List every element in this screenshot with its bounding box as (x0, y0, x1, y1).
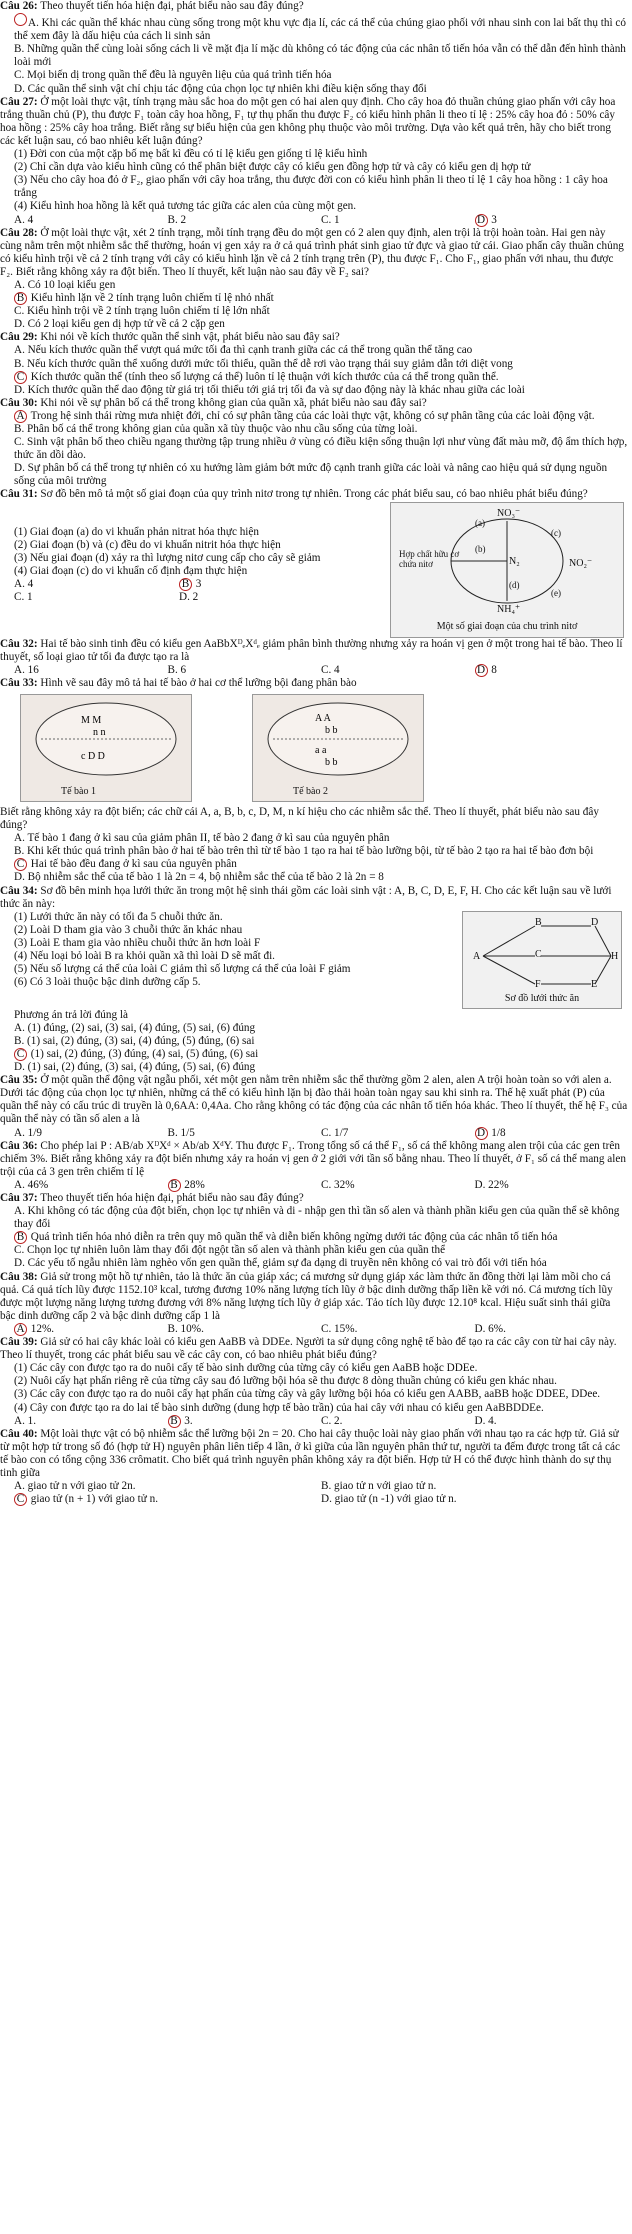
options-row (0, 1415, 628, 1428)
option-a[interactable]: A. 4 (14, 213, 34, 226)
node-f: F (535, 978, 541, 990)
option-b[interactable]: B. giao tử n với giao tử n. (321, 1480, 437, 1493)
nh4-label: NH₄⁺ (497, 603, 521, 615)
option-d[interactable]: D. Kích thước quần thể dao động từ giá trị tối thiểu tới giá trị tối đa và sự dao động này là khác nhau giữa các loài (14, 383, 525, 396)
question-stem: Ở một loài thực vật, xét 2 tính trạng, mỗi tính trạng đều do một gen có 2 alen quy định, alen trội là trội hoàn toàn. Hai gen này cùng nằm trên một nhiễm sắc thể thường, hoán vị gen xảy ra ở cả quá trình phát sinh giao tử đực và giao tử cái. Giao phấn cây thuần chủng có kiểu hình trội về cả 2 tính trạng với cây có kiểu hình lặn về cả 2 tính trạng trên (P), thu được F₁. Cho F₁, giao phấn với nhau, thu được F₂. Biết rằng không xảy ra đột biến. Theo lí thuyết, kết luận nào sau đây về F₂ sai? (0, 226, 624, 278)
question-number: Câu 36: (0, 1139, 38, 1152)
n2-label: N₂ (509, 555, 520, 567)
question-number: Câu 30: (0, 396, 38, 409)
options-row (0, 1480, 628, 1493)
question-number: Câu 40: (0, 1427, 38, 1440)
option-b-selected[interactable]: B Quá trình tiến hóa nhỏ diễn ra trên quy mô quần thể và diễn biến không ngừng dưới tác động của các nhân tố tiến hóa (0, 1231, 628, 1244)
answer-circle-icon: B (14, 292, 27, 305)
question-stem: Một loài thực vật có bộ nhiễm sắc thể lưỡng bội 2n = 20. Cho hai cây thuộc loài này giao phấn với nhau tạo ra các hợp tử. Giả sử từ một hợp tử trong số đó (hợp tử H) nguyên phân liên tiếp 4 lần, ở kì giữa của lần nguyên phân thứ tư, người ta đếm được trong tất cả các tế bào con có tổng cộng 336 crômatit. Cho biết quá trình nguyên phân không xảy ra đột biến. Hợp tử H có thể được hình thành do sự thụ tinh giữa (0, 1427, 620, 1479)
option-a[interactable]: A. Khi không có tác động của đột biến, chọn lọc tự nhiên và di - nhập gen thì tần số alen và thành phần kiểu gen của quần thể sẽ không thay đổi (14, 1205, 620, 1231)
question-stem: Giả sử có hai cây khác loài có kiểu gen AaBB và DDEe. Người ta sử dụng công nghệ tế bào để tạo ra các cây con từ hai cây này. Theo lí thuyết, trong các phát biểu sau về các cây con, có bao nhiêu phát biểu đúng? (0, 1336, 617, 1362)
cell-2-figure (252, 694, 424, 802)
cell-1-figure (20, 694, 192, 802)
statement-1: (1) Giai đoạn (a) do vi khuẩn phản nitrat hóa thực hiện (14, 525, 259, 538)
option-a[interactable]: A. 16 (14, 663, 39, 676)
question-34 (0, 885, 628, 911)
statement-3: (3) Nếu cho cây hoa đỏ ở F₂, giao phấn với cây hoa trắng, thu được đời con có kiểu hình phân li theo tỉ lệ 1 cây hoa hồng : 1 cây hoa trắng (14, 174, 608, 200)
question-stem: Sơ đồ bên minh họa lưới thức ăn trong một hệ sinh thái gồm các loài sinh vật : A, B, C, D, E, F, H. Cho các kết luận sau về lưới thức ăn này: (0, 884, 612, 910)
question-37 (0, 1192, 628, 1205)
node-a: A (473, 950, 481, 962)
option-d[interactable]: D. 6%. (474, 1322, 506, 1335)
question-number: Câu 29: (0, 331, 38, 344)
statement-2: (2) Loài D tham gia vào 3 chuỗi thức ăn khác nhau (14, 923, 243, 936)
options-row (0, 578, 384, 591)
statement-3: (3) Các cây con được tạo ra do nuôi cấy hạt phấn của từng cây và gây lưỡng bội hóa có kiểu gen AABB, aaBB hoặc DDEE, DDee. (14, 1388, 601, 1401)
question-stem: Ở một quần thể động vật ngẫu phối, xét một gen nằm trên nhiễm sắc thể thường gồm 2 alen, alen A trội hoàn toàn so với alen a. Dưới tác động của chọn lọc tự nhiên, những cá thể có kiểu hình lặn bị đào thải hoàn toàn ngay sau khi sinh ra. Thế hệ xuất phát (P) của quần thể này có cấu trúc di truyền là 0,6AA: 0,4Aa. Cho rằng không có tác động của các nhân tố tiến hóa khác. Theo lí thuyết, thế hệ F₃ của quần thể này có tần số alen a là (0, 1074, 628, 1126)
stage-d-label: (d) (509, 579, 520, 590)
statement-1: (1) Các cây con được tạo ra do nuôi cấy tế bào sinh dưỡng của từng cây có kiểu gen AaBB hoặc DDEe. (14, 1362, 478, 1375)
question-number: Câu 35: (0, 1074, 38, 1087)
answer-circle-icon: D (475, 1127, 488, 1140)
option-a[interactable]: A. 1. (14, 1414, 37, 1427)
option-b[interactable]: B. 10%. (167, 1322, 204, 1335)
answer-circle-icon: B (168, 1415, 181, 1428)
option-d[interactable]: D. Có 2 loại kiểu gen dị hợp tử về cả 2 cặp gen (14, 318, 225, 331)
option-b[interactable]: B. 6 (167, 663, 187, 676)
answer-circle-icon: C (14, 1493, 27, 1506)
question-32 (0, 638, 628, 664)
figure-caption: Một số giai đoạn của chu trình nitơ (436, 621, 578, 633)
option-c[interactable]: C. 1 (14, 591, 33, 604)
question-number: Câu 27: (0, 95, 38, 108)
option-b-selected[interactable]: B 3 (179, 578, 344, 591)
question-number: Câu 26: (0, 0, 38, 12)
option-d[interactable]: D. Bộ nhiễm sắc thể của tế bào 1 là 2n = 4, bộ nhiễm sắc thể của tế bào 2 là 2n = 8 (14, 871, 384, 884)
question-40 (0, 1428, 628, 1480)
option-d[interactable]: D. 22% (474, 1178, 509, 1191)
answer-circle-icon: D (475, 664, 488, 677)
question-stem: Sơ đồ bên mô tả một số giai đoạn của quy trình nitơ trong tự nhiên. Trong các phát biểu sau, có bao nhiêu phát biểu đúng? (40, 488, 588, 501)
question-36 (0, 1140, 628, 1179)
question-number: Câu 38: (0, 1270, 38, 1283)
statement-5: (5) Nếu số lượng cá thể của loài C giảm thì số lượng cá thể của loài F giảm (14, 963, 351, 976)
option-c[interactable]: C. 1/7 (321, 1126, 349, 1139)
answer-circle-icon: A (14, 410, 27, 423)
option-c[interactable]: C. 15%. (321, 1322, 358, 1335)
option-c[interactable]: C. Mọi biến dị trong quần thể đều là nguyên liệu của quá trình tiến hóa (14, 69, 332, 82)
question-stem: Theo thuyết tiến hóa hiện đại, phát biểu nào sau đây đúng? (40, 1192, 304, 1204)
option-c-selected[interactable]: C (1) sai, (2) đúng, (3) đúng, (4) sai, (5) đúng, (6) sai (0, 1048, 628, 1061)
option-a[interactable]: A. (1) đúng, (2) sai, (3) sai, (4) đúng, (5) sai, (6) đúng (14, 1021, 256, 1034)
svg-text:a a: a a (315, 744, 327, 756)
option-a[interactable]: A. Tế bào 1 đang ở kì sau của giảm phân II, tế bào 2 đang ở kì sau của nguyên phân (14, 832, 390, 845)
question-number: Câu 37: (0, 1192, 38, 1204)
option-b[interactable]: B. 2 (167, 213, 187, 226)
node-h: H (611, 950, 619, 962)
answer-circle-icon: B (14, 1231, 27, 1244)
option-b[interactable]: B. Nếu kích thước quần thể xuống dưới mức tối thiểu, quần thể dễ rơi vào trạng thái suy giảm dẫn tới diệt vong (14, 357, 513, 370)
question-stem: Ở một loài thực vật, tính trạng màu sắc hoa do một gen có hai alen quy định. Cho cây hoa đỏ thuần chủng giao phấn với cây hoa trắng thuần chủ (P), thu được F₁ toàn cây hoa hồng, F₁ tự thụ phấn thu được F₂ có kiểu hình phân li theo tỉ lệ : 25% cây hoa đỏ : 50% cây hoa hồng : 25% cây hoa trắng. Biết rằng sự biểu hiện của gen không phụ thuộc vào môi trường. Dựa vào kết quả trên, hãy cho biết trong các kết luận sau, có bao nhiêu kết luận đúng? (0, 95, 616, 147)
statement-1: (1) Đời con của một cặp bố mẹ bất kì đều có tỉ lệ kiểu gen giống tỉ lệ kiểu hình (14, 148, 368, 161)
option-a[interactable]: A. 46% (14, 1178, 49, 1191)
answer-circle-icon: B (179, 578, 192, 591)
statement-2: (2) Giai đoạn (b) và (c) đều do vi khuẩn nitrit hóa thực hiện (14, 538, 281, 551)
option-b[interactable]: B. Phân bố cá thể trong không gian của quần xã tùy thuộc vào nhu cầu sống của từng loài. (14, 423, 418, 435)
statement-4: (4) Nếu loại bỏ loài B ra khỏi quần xã thì loài D sẽ mất đi. (14, 949, 275, 962)
answer-circle-icon (14, 13, 27, 26)
cell-1-drawing (21, 695, 191, 785)
question-30 (0, 397, 628, 410)
statement-4: (4) Cây con được tạo ra do lai tế bào sinh dưỡng (dung hợp tế bào trần) của hai cây với nhau có kiểu gen AaBBDDEe. (14, 1401, 544, 1414)
svg-text:c D D: c D D (81, 750, 105, 762)
food-web-diagram (462, 911, 622, 1009)
statement-4: (4) Giai đoạn (c) do vi khuẩn cố định đạm thực hiện (14, 564, 248, 577)
options-row (0, 1127, 628, 1140)
statement-3: (3) Loài E tham gia vào nhiều chuỗi thức ăn hơn loài F (14, 936, 261, 949)
options-row (0, 664, 628, 677)
node-c: C (535, 948, 542, 960)
option-c[interactable]: C. Sinh vật phân bố theo chiều ngang thường tập trung nhiều ở vùng có điều kiện sống thuận lợi như vùng đất màu mỡ, độ ẩm thích hợp, thức ăn dồi dào. (14, 436, 628, 462)
question-number: Câu 31: (0, 488, 38, 501)
question-stem: Hình vẽ sau đây mô tả hai tế bào ở hai cơ thể lưỡng bội đang phân bào (40, 676, 357, 689)
option-a-selected[interactable]: A. Khi các quần thể khác nhau cùng sống trong một khu vực địa lí, các cá thể của chúng giao phối với nhau sinh con lai bất thụ thì có thể xem đây là dấu hiệu của cách li sinh sản (0, 13, 628, 43)
option-a-selected[interactable]: A Trong hệ sinh thái rừng mưa nhiệt đới, chỉ có sự phân tầng của các loài thực vật, không có sự phân tầng của các loài động vật. (0, 410, 628, 423)
options-row (0, 1179, 628, 1192)
question-27 (0, 96, 628, 148)
question-number: Câu 34: (0, 884, 38, 897)
option-d[interactable]: D. 4. (474, 1414, 497, 1427)
no2-label: NO₂⁻ (569, 557, 593, 569)
statement-2: (2) Nuôi cấy hạt phấn riêng rẽ của từng cây sau đó lưỡng bội hóa sẽ thu được 8 dòng thuần chủng có kiểu gen khác nhau. (14, 1375, 557, 1388)
question-38 (0, 1271, 628, 1323)
svg-text:n n: n n (93, 726, 106, 738)
cell-2-drawing (253, 695, 423, 785)
question-35 (0, 1074, 628, 1126)
node-b: B (535, 916, 542, 928)
question-number: Câu 33: (0, 676, 38, 689)
question-26 (0, 0, 628, 13)
option-d-selected[interactable]: D 3 (475, 214, 629, 227)
question-31 (0, 488, 628, 501)
question-33 (0, 677, 628, 690)
question-39 (0, 1336, 628, 1362)
answer-circle-icon: C (14, 1048, 27, 1061)
svg-text:b b: b b (325, 724, 338, 736)
option-a-selected[interactable]: A 12%. (14, 1323, 168, 1336)
options-row (0, 591, 384, 604)
option-b-selected[interactable]: B 3. (168, 1415, 322, 1428)
organic-nitrogen-label: Hợp chất hữu cơ chứa nitơ (399, 548, 460, 569)
nitrogen-cycle-diagram (390, 502, 624, 638)
option-c[interactable]: C. 32% (321, 1178, 355, 1191)
option-d-selected[interactable]: D 8 (475, 664, 629, 677)
question-stem: Theo thuyết tiến hóa hiện đại, phát biểu nào sau đây đúng? (40, 0, 304, 12)
statement-2: (2) Chỉ cần dựa vào kiểu hình cũng có thể phân biệt được cây có kiểu gen đồng hợp tử và cây có kiểu gen dị hợp tử (14, 161, 531, 174)
question-stem: Hai tế bào sinh tinh đều có kiểu gen AaBbXᴰₑXᵈₑ giảm phân bình thường nhưng xảy ra hoán vị gen ở một trong hai tế bào. Theo lí thuyết, số loại giao tử tối đa được tạo ra là (0, 637, 623, 663)
q34-body (0, 911, 628, 1009)
question-number: Câu 39: (0, 1336, 38, 1349)
question-29 (0, 331, 628, 344)
option-b-selected[interactable]: B 28% (168, 1179, 322, 1192)
answer-circle-icon: D (475, 214, 488, 227)
answer-circle-icon: A (14, 1323, 27, 1336)
option-b[interactable]: B. (1) sai, (2) đúng, (3) sai, (4) đúng, (5) đúng, (6) sai (14, 1034, 255, 1047)
question-stem: Cho phép lai P : AB/ab XᴰXᵈ × Ab/ab XᵈY. Thu được F₁. Trong tổng số cá thể F₁, số cá thể không mang alen trội của các gen trên chiếm 3%. Biết rằng không xảy ra đột biến nhưng xảy ra hoán vị gen ở 2 giới với tần số bằng nhau. Theo lí thuyết, ở F₁ số cá thể mang alen trội của cả 3 gen trên chiếm tỉ lệ (0, 1139, 626, 1178)
option-b-selected[interactable]: B Kiểu hình lặn về 2 tính trạng luôn chiếm tỉ lệ nhỏ nhất (0, 292, 628, 305)
cell-1-label: Tế bào 1 (61, 785, 96, 797)
answer-circle-icon: C (14, 858, 27, 871)
stage-b-label: (b) (475, 543, 486, 554)
option-d[interactable]: D. Các yếu tố ngẫu nhiên làm nghèo vốn gen quần thể, giảm sự đa dạng di truyền nên không có vai trò đối với tiến hóa (14, 1257, 547, 1270)
option-c[interactable]: C. 4 (321, 663, 340, 676)
stage-a-label: (a) (475, 517, 485, 528)
cell-2-label: Tế bào 2 (293, 785, 328, 797)
option-c-selected[interactable]: C Kích thước quần thể (tính theo số lượng cá thể) luôn tỉ lệ thuận với kích thước của cá thể trong quần thể. (0, 371, 628, 384)
option-c-selected[interactable]: C Hai tế bào đều đang ở kì sau của nguyên phân (0, 858, 628, 871)
options-row (0, 214, 628, 227)
option-d[interactable]: D. 2 (179, 591, 199, 604)
option-b[interactable]: B. 1/5 (167, 1126, 195, 1139)
answer-prompt: Phương án trả lời đúng là (14, 1008, 128, 1021)
option-b[interactable]: B. Khi kết thúc quá trình phân bào ở hai tế bào trên thì từ tế bào 1 tạo ra hai tế bào lưỡng bội, từ tế bào 2 tạo ra hai tế bào đơn bội (14, 845, 594, 858)
option-d-selected[interactable]: D 1/8 (475, 1127, 629, 1140)
option-d[interactable]: D. giao tử (n -1) với giao tử n. (321, 1493, 457, 1506)
answer-circle-icon: C (14, 371, 27, 384)
answer-circle-icon: B (168, 1179, 181, 1192)
option-a[interactable]: A. 1/9 (14, 1126, 42, 1139)
option-c-selected[interactable]: C giao tử (n + 1) với giao tử n. (14, 1493, 321, 1506)
stage-c-label: (c) (551, 527, 561, 538)
svg-text:A A: A A (315, 712, 331, 724)
option-c[interactable]: C. Kiểu hình trội về 2 tính trạng luôn chiếm tỉ lệ lớn nhất (14, 305, 270, 318)
option-c[interactable]: C. Chọn lọc tự nhiên luôn làm thay đổi đột ngột tần số alen và thành phần kiểu gen của quần thể (14, 1244, 446, 1257)
svg-text:b b: b b (325, 756, 338, 768)
option-b[interactable]: B. Những quần thể cùng loài sống cách li về mặt địa lí mặc dù không có tác động của các nhân tố tiến hóa vẫn có thể dẫn đến hình thành loài mới (14, 43, 626, 69)
question-number: Câu 32: (0, 637, 38, 650)
option-d[interactable]: D. Sự phân bố cá thể trong tự nhiên có xu hướng làm giảm bớt mức độ cạnh tranh giữa các loài và nâng cao hiệu quả sử dụng nguồn sống của môi trường (14, 462, 608, 488)
option-c[interactable]: C. 2. (321, 1414, 343, 1427)
statement-4: (4) Kiểu hình hoa hồng là kết quả tương tác giữa các alen của cùng một gen. (14, 200, 357, 213)
question-33-note: Biết rằng không xảy ra đột biến; các chữ cái A, a, B, b, c, D, M, n kí hiệu cho các nhiễm sắc thể. Theo lí thuyết, phát biểu nào sau đây đúng? (0, 805, 599, 832)
no3-label: NO₃⁻ (497, 507, 521, 519)
svg-text:M M: M M (81, 714, 102, 726)
option-a[interactable]: A. Có 10 loại kiểu gen (14, 278, 116, 291)
question-stem: Giả sử trong một hồ tự nhiên, tảo là thức ăn của giáp xác; cá mương sử dụng giáp xác làm thức ăn đồng thời lại làm mồi cho cá quả. Cá quả tích lũy được 1152.10³ kcal, tương đương 10% năng lượng tích lũy ở bậc dinh dưỡng thấp liền kề với nó. Cá mương tích lũy được một lượng năng lượng tương đương với 8% năng lượng tích lũy ở giáp xác. Tảo tích lũy được 12.10⁸ kcal. Hiệu suất sinh thái giữa bậc dinh dưỡng cấp 2 và bậc dinh dưỡng cấp 1 là (0, 1270, 613, 1322)
option-d[interactable]: D. (1) sai, (2) đúng, (3) sai, (4) đúng, (5) sai, (6) đúng (14, 1061, 256, 1074)
question-stem: Khi nói về kích thước quần thể sinh vật, phát biểu nào sau đây sai? (40, 331, 340, 344)
option-c[interactable]: C. 1 (321, 213, 340, 226)
statement-3: (3) Nếu giai đoạn (d) xảy ra thì lượng nitơ cung cấp cho cây sẽ giảm (14, 551, 321, 564)
statement-6: (6) Có 3 loài thuộc bậc dinh dưỡng cấp 5. (14, 976, 201, 989)
figure-caption: Sơ đồ lưới thức ăn (504, 992, 580, 1004)
question-28 (0, 227, 628, 279)
statement-1: (1) Lưới thức ăn này có tối đa 5 chuỗi thức ăn. (14, 910, 223, 923)
cell-figures (0, 690, 628, 806)
q31-body (0, 502, 628, 638)
options-row (0, 1323, 628, 1336)
question-number: Câu 28: (0, 226, 38, 239)
node-e: E (591, 978, 598, 990)
node-d: D (591, 916, 599, 928)
options-row (0, 1493, 628, 1506)
stage-e-label: (e) (551, 587, 561, 598)
option-a[interactable]: A. 4 (14, 577, 34, 590)
question-stem: Khi nói về sự phân bố cá thể trong không gian của quần xã, phát biểu nào sau đây sai? (40, 396, 427, 409)
option-a[interactable]: A. giao tử n với giao tử 2n. (14, 1480, 136, 1493)
option-a[interactable]: A. Nếu kích thước quần thể vượt quá mức tối đa thì cạnh tranh giữa các cá thể trong quần thể tăng cao (14, 344, 473, 357)
option-d[interactable]: D. Các quần thể sinh vật chỉ chịu tác động của chọn lọc tự nhiên khi điều kiện sống thay đổi (14, 82, 427, 95)
